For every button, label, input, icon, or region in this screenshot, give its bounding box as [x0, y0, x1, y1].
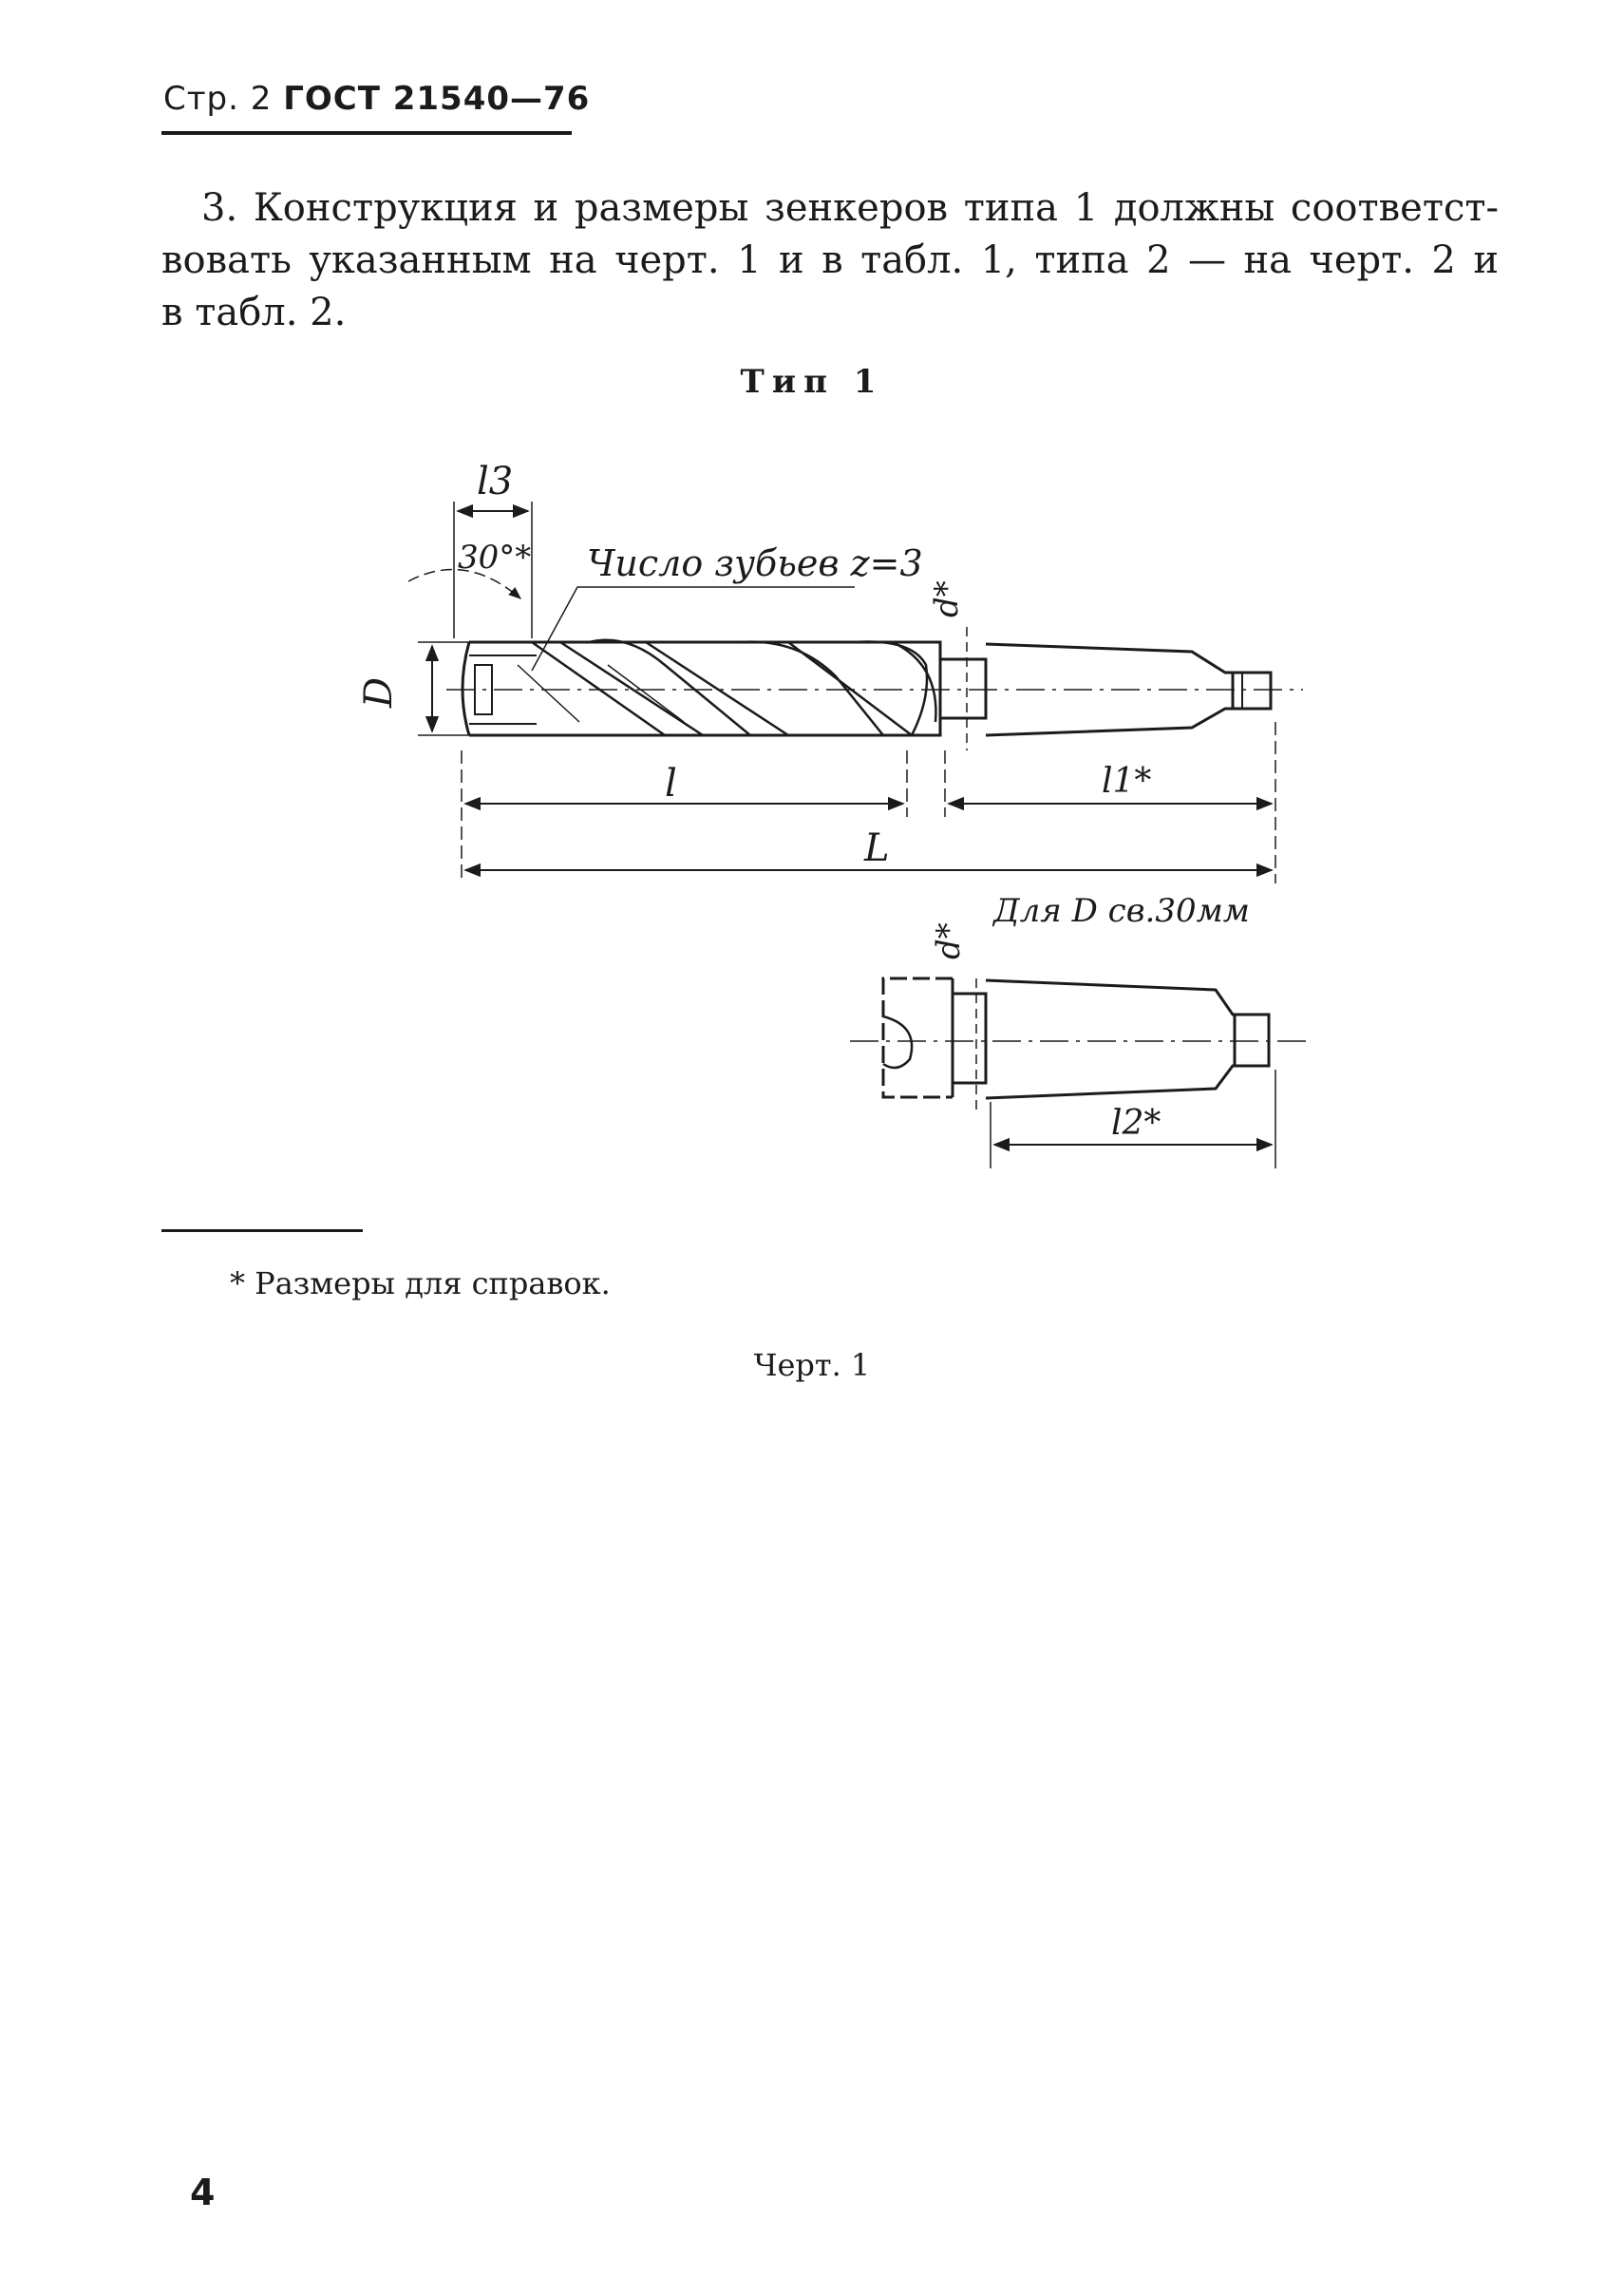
label-L: L: [864, 826, 890, 870]
footnote: * Размеры для справок.: [230, 1265, 611, 1301]
paragraph-line-2: вовать указанным на черт. 1 и в табл. 1, типа 2 — на черт. 2 и: [161, 238, 1499, 282]
label-l3: l3: [477, 460, 514, 503]
label-l1: l1*: [1102, 762, 1152, 801]
label-d-star-top: d*: [928, 580, 966, 617]
label-angle: 30°*: [458, 539, 532, 577]
label-teeth: Число зубьев z=3: [587, 542, 923, 584]
tool-tip: [463, 642, 469, 735]
label-l2: l2*: [1111, 1104, 1161, 1143]
flutes: [518, 640, 935, 735]
label-note-large-d: Для D св.30мм: [993, 892, 1250, 930]
shank-top: [986, 644, 1233, 673]
shank-bottom: [986, 709, 1233, 735]
figure-caption: Черт. 1: [753, 1347, 871, 1383]
header-page-label: Стр. 2: [163, 80, 273, 118]
tang: [1233, 673, 1271, 709]
paragraph-line-1: 3. Конструкция и размеры зенкеров типа 1 должны соответст-: [201, 186, 1499, 230]
paragraph-line-3: в табл. 2.: [161, 291, 347, 334]
footnote-rule: [161, 1229, 363, 1232]
header-standard: ГОСТ 21540—76: [283, 80, 591, 118]
secondary-view: [850, 978, 1306, 1168]
label-d-star-bottom: d*: [930, 922, 968, 959]
page-number: 4: [190, 2172, 216, 2213]
label-l: l: [665, 762, 677, 806]
label-D: D: [357, 676, 401, 708]
figure-title: Тип 1: [740, 363, 884, 401]
neck: [940, 659, 986, 718]
